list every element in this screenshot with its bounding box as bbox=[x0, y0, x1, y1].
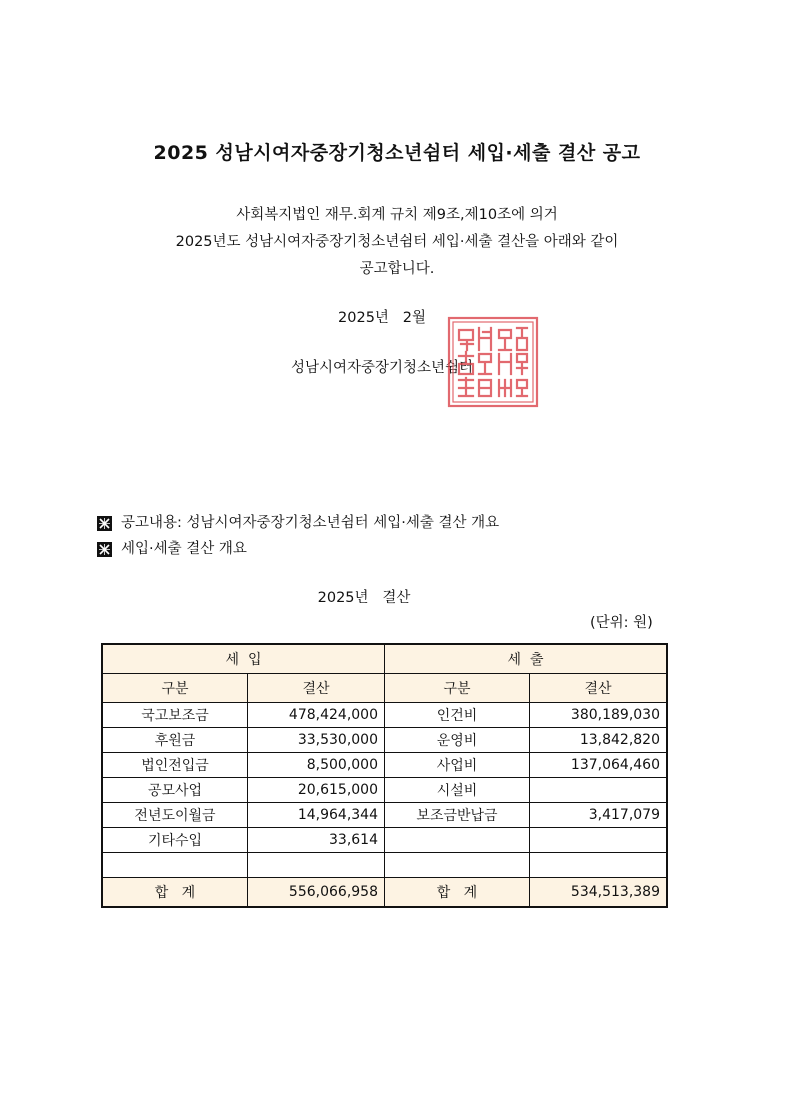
expense-label bbox=[385, 828, 530, 853]
official-seal-icon bbox=[447, 316, 539, 408]
expense-amount: 137,064,460 bbox=[530, 753, 668, 778]
income-label: 후원금 bbox=[102, 728, 248, 753]
settlement-table bbox=[101, 643, 668, 908]
bullet-item-overview bbox=[97, 536, 499, 562]
table-row bbox=[102, 753, 667, 778]
page-title: 2025 성남시여자중장기청소년쉼터 세입·세출 결산 공고 bbox=[153, 142, 641, 164]
table-column-header-row bbox=[102, 674, 667, 703]
checkbox-x-icon bbox=[97, 542, 112, 557]
income-amount: 33,614 bbox=[248, 828, 385, 853]
income-total-label: 합 계 bbox=[102, 878, 248, 908]
bullet-item-content bbox=[97, 510, 499, 536]
expense-label bbox=[385, 853, 530, 878]
table-section-header-row bbox=[102, 644, 667, 674]
expense-amount bbox=[530, 828, 668, 853]
expense-settlement-header: 결산 bbox=[530, 674, 668, 703]
expense-label: 보조금반납금 bbox=[385, 803, 530, 828]
income-label: 공모사업 bbox=[102, 778, 248, 803]
expense-header: 세 출 bbox=[385, 644, 668, 674]
intro-line-2: 2025년도 성남시여자중장기청소년쉼터 세입·세출 결산을 아래와 같이 bbox=[175, 234, 619, 250]
unit-label: (단위: 원) bbox=[590, 615, 653, 631]
income-label: 기타수입 bbox=[102, 828, 248, 853]
income-label: 법인전입금 bbox=[102, 753, 248, 778]
table-row bbox=[102, 703, 667, 728]
bullet-text: 세입·세출 결산 개요 bbox=[121, 541, 247, 557]
expense-total-amount: 534,513,389 bbox=[530, 878, 668, 908]
table-row bbox=[102, 828, 667, 853]
income-label: 국고보조금 bbox=[102, 703, 248, 728]
organization-name: 성남시여자중장기청소년쉼터 bbox=[290, 360, 474, 376]
checkbox-x-icon bbox=[97, 516, 112, 531]
table-row bbox=[102, 803, 667, 828]
income-settlement-header: 결산 bbox=[248, 674, 385, 703]
income-category-header: 구분 bbox=[102, 674, 248, 703]
bullet-list bbox=[97, 510, 499, 562]
bullet-text: 공고내용: 성남시여자중장기청소년쉼터 세입·세출 결산 개요 bbox=[121, 515, 500, 531]
income-amount: 33,530,000 bbox=[248, 728, 385, 753]
table-row bbox=[102, 853, 667, 878]
expense-label: 시설비 bbox=[385, 778, 530, 803]
expense-amount: 13,842,820 bbox=[530, 728, 668, 753]
intro-line-1: 사회복지법인 재무.회계 규치 제9조,제10조에 의거 bbox=[236, 207, 558, 223]
income-total-amount: 556,066,958 bbox=[248, 878, 385, 908]
income-amount bbox=[248, 853, 385, 878]
intro-line-3: 공고합니다. bbox=[359, 261, 435, 277]
expense-total-label: 합 계 bbox=[385, 878, 530, 908]
income-label bbox=[102, 853, 248, 878]
income-amount: 8,500,000 bbox=[248, 753, 385, 778]
income-header: 세 입 bbox=[102, 644, 385, 674]
table-row bbox=[102, 728, 667, 753]
income-amount: 14,964,344 bbox=[248, 803, 385, 828]
income-amount: 20,615,000 bbox=[248, 778, 385, 803]
income-label: 전년도이월금 bbox=[102, 803, 248, 828]
table-total-row bbox=[102, 878, 667, 908]
table-subtitle: 2025년 결산 bbox=[317, 590, 411, 606]
expense-amount bbox=[530, 778, 668, 803]
table-row bbox=[102, 778, 667, 803]
expense-amount bbox=[530, 853, 668, 878]
intro-paragraph bbox=[0, 202, 794, 283]
income-amount: 478,424,000 bbox=[248, 703, 385, 728]
expense-category-header: 구분 bbox=[385, 674, 530, 703]
expense-label: 사업비 bbox=[385, 753, 530, 778]
expense-label: 인건비 bbox=[385, 703, 530, 728]
announcement-date: 2025년 2월 bbox=[338, 310, 426, 326]
expense-amount: 380,189,030 bbox=[530, 703, 668, 728]
expense-amount: 3,417,079 bbox=[530, 803, 668, 828]
expense-label: 운영비 bbox=[385, 728, 530, 753]
